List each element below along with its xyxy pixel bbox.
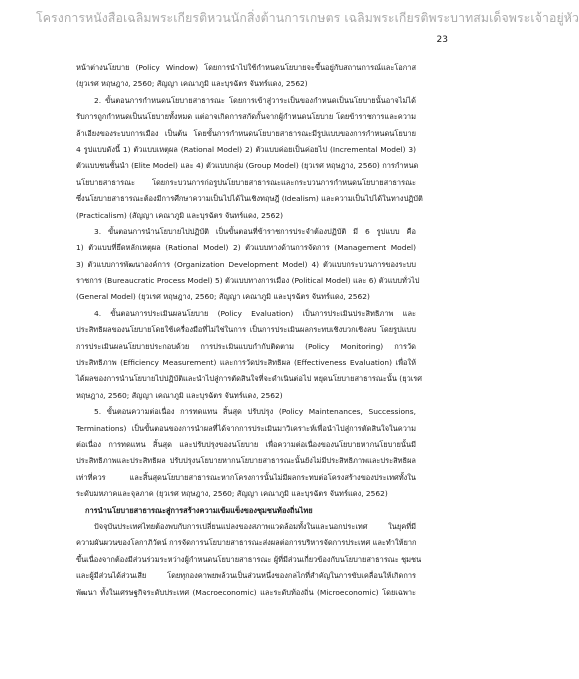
paragraph-line: เท่าที่ควร และสิ้นสุดนโยบายสาธารณะหากโครงการนั้นไม่มีผลกระทบต่อโครงสร้างของประเทศทั้งใน [76, 472, 416, 482]
paragraph-line: 3) ตัวแบบการพัฒนาองค์การ (Organization Development Model) 4) ตัวแบบกระบวนการของระบบ [76, 259, 416, 269]
paragraph-line: การประเมินผลนโยบายประกอบด้วย การประเมินแบบกำกับติดตาม (Policy Monitoring) การวัด [76, 341, 416, 351]
body-text [76, 60, 423, 601]
paragraph-line: Terminations) เป็นขั้นตอนของการนำผลที่ได้จากการประเมินมาวิเคราะห์เพื่อนำไปสู่การตัดสินใจในความ [76, 423, 416, 433]
paragraph-line: และผู้มีส่วนได้ส่วนเสีย โดยทุกองคาพยพล้วนเป็นส่วนหนึ่งของกลไกที่สำคัญในการขับเคลื่อนให้เกิดการ [76, 571, 416, 581]
paragraph-line: ปัจจุบันประเทศไทยต้องพบกับการเปลี่ยนแปลงของสภาพแวดล้อมทั้งในและนอกประเทศ ในยุคที่มี [94, 521, 416, 531]
paragraph-line: (Practicalism) (สัญญา เคณาภูมิ และบุรฉัตร จันทร์แดง, 2562) [76, 210, 283, 220]
paragraph-line: ซึ่งนโยบายสาธารณะต้องมีการศึกษาความเป็นไปได้ในเชิงทฤษฎี (Idealism) และความเป็นไปได้ในทางปฏิบัติ [76, 194, 423, 204]
paragraph-line: (ยุวเรศ หฤษฎาง, 2560; สัญญา เคณาภูมิ และบุรฉัตร จันทร์แดง, 2562) [76, 79, 308, 89]
paragraph-line: ประสิทธิภาพ (Efficiency Measurement) และการวัดประสิทธิผล (Effectiveness Evaluation) เพื่อให้ [76, 358, 416, 368]
paragraph-line: 3. ขั้นตอนการนำนโยบายไปปฏิบัติ เป็นขั้นตอนที่ข้าราชการประจำต้องปฏิบัติ มี 6 รูปแบบ คือ [94, 226, 416, 236]
paragraph-line: 5. ขั้นตอนความต่อเนื่อง การทดแทน สิ้นสุด ปรับปรุง (Policy Maintenances, Successions, [94, 407, 416, 417]
paragraph-line: (General Model) (ยุวเรศ หฤษฎาง, 2560; สัญญา เคณาภูมิ และบุรฉัตร จันทร์แดง, 2562) [76, 292, 370, 302]
paragraph-line: 1) ตัวแบบที่ยึดหลักเหตุผล (Rational Model) 2) ตัวแบบทางด้านการจัดการ (Management Model) [76, 243, 416, 253]
page-number: 23 [436, 35, 448, 45]
paragraph-line: ความผันผวนของโลกาภิวัตน์ การจัดการนโยบายสาธารณะส่งผลต่อการบริหารจัดการประเทศ และทำให้ยาก [76, 538, 417, 548]
paragraph-line: หน้าต่างนโยบาย (Policy Window) โดยการนำไปใช้กำหนดนโยบายจะขึ้นอยู่กับสถานการณ์และโอกาส [76, 63, 416, 72]
paragraph-line: ระดับมหภาคและจุลภาค (ยุวเรศ หฤษฎาง, 2560; สัญญา เคณาภูมิ และบุรฉัตร จันทร์แดง, 2562) [76, 489, 388, 499]
running-header: โครงการหนังสือเฉลิมพระเกียรติหวนนักสิ่งต้านการเกษตร เฉลิมพระเกียรติพระบาทสมเด็จพระเจ้าอยู่หัว [36, 11, 579, 25]
paragraph-line: 4 รูปแบบดังนี้ 1) ตัวแบบเหตุผล (Rational Model) 2) ตัวแบบค่อยเป็นค่อยไป (Incremental Model) 3) [76, 144, 416, 154]
paragraph-line: 4. ขั้นตอนการประเมินผลนโยบาย (Policy Evaluation) เป็นการประเมินประสิทธิภาพ และ [94, 308, 416, 318]
paragraph-line: 2. ขั้นตอนการกำหนดนโยบายสาธารณะ โดยการเข้าสู่วาระเป็นของกำหนดเป็นนโยบายนั้นอาจไม่ได้ [94, 95, 416, 105]
section-heading: การนำนโยบายสาธารณะสู่การสร้างความเข้มแข็งของชุมชนท้องถิ่นไทย [85, 505, 313, 515]
paragraph-line: ตัวแบบชนชั้นนำ (Elite Model) และ 4) ตัวแบบกลุ่ม (Group Model) (ยุวเรศ หฤษฎาง, 2560) การกำหนด [76, 161, 419, 171]
paragraph-line: ขึ้นเนื่องจากต้องมีส่วนร่วมระหว่างผู้กำหนดนโยบายสาธารณะ ผู้ที่มีส่วนเกี่ยวข้องกับนโยบายสาธารณะ ชุมชน [76, 554, 422, 564]
paragraph-line: พัฒนา ทั้งในเศรษฐกิจระดับประเทศ (Macroeconomic) และระดับท้องถิ่น (Microeconomic) โดยเฉพาะ [76, 587, 416, 597]
paragraph-line: รับการถูกกำหนดเป็นนโยบายทั้งหมด แต่อาจเกิดการสกัดกั้นจากผู้กำหนดนโยบาย โดยข้าราชการและความ [76, 112, 416, 122]
paragraph-line: ต่อเนื่อง การทดแทน สิ้นสุด และปรับปรุงของนโยบาย เพื่อความต่อเนื่องของนโยบายหากนโยบายนั้นมี [76, 439, 416, 449]
paragraph-line: นโยบายสาธารณะ โดยกระบวนการก่อรูปนโยบายสาธารณะและกระบวนการกำหนดนโยบายสาธารณะ [76, 177, 416, 187]
paragraph-line: ล้าเอียงของระบบการเมือง เป็นต้น โดยขั้นการกำหนดนโยบายสาธารณะมีรูปแบบของการกำหนดนโยบาย [76, 128, 416, 138]
paragraph-line: ได้ผลของการนำนโยบายไปปฏิบัติและนำไปสู่การตัดสินใจที่จะดำเนินต่อไป หยุดนโยบายสาธารณะนั้น (ยุวเรศ [76, 374, 423, 384]
paragraph-line: หฤษฎาง, 2560; สัญญา เคณาภูมิ และบุรฉัตร จันทร์แดง, 2562) [76, 390, 283, 400]
paragraph-line: ประสิทธิผลของนโยบายโดยใช้เครื่องมือที่ไม่ใช่ในการ เป็นการประเมินผลกระทบเชิงบวกเชิงลบ โดยรูปแบบ [76, 325, 416, 335]
paragraph-line: ประสิทธิภาพและประสิทธิผล ปรับปรุงนโยบายหากนโยบายสาธารณะนั้นยังไม่มีประสิทธิภาพและประสิทธิผล [76, 456, 416, 466]
paragraph-line: ราชการ (Bureaucratic Process Model) 5) ตัวแบบทางการเมือง (Political Model) และ 6) ตัวแบบทั่วไป [76, 276, 420, 286]
